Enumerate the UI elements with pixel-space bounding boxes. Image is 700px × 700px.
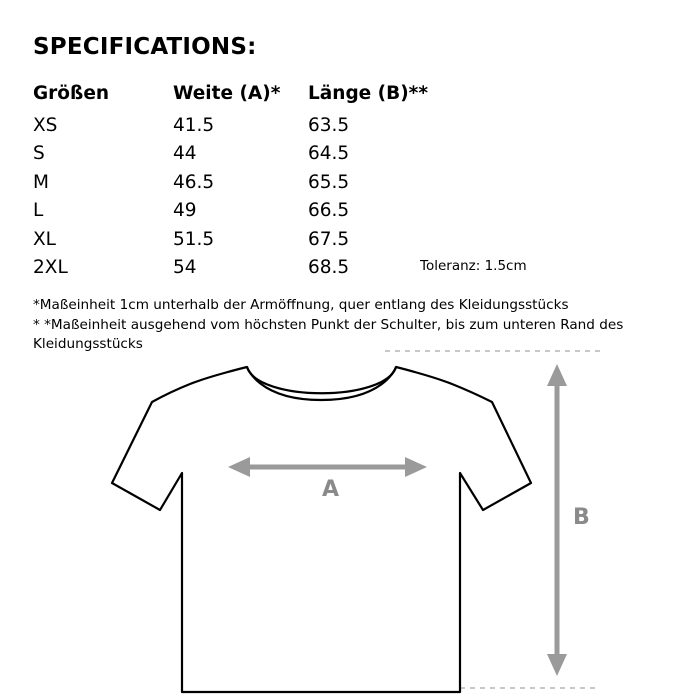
cell-size: M [33, 171, 49, 193]
length-arrow-head-bottom [547, 654, 567, 676]
table-row [33, 202, 448, 231]
length-arrow-head-top [547, 364, 567, 386]
table-row [33, 174, 448, 203]
cell-length: 67.5 [308, 228, 350, 250]
footnote-width: *Maßeinheit 1cm unterhalb der Armöffnung, quer entlang des Kleidungsstücks [33, 297, 569, 313]
specifications-table [33, 85, 448, 288]
tolerance-note: Toleranz: 1.5cm [420, 258, 527, 274]
cell-length: 66.5 [308, 200, 350, 221]
measurement-label-b: B [573, 505, 590, 530]
cell-size: S [33, 143, 45, 164]
page-title: SPECIFICATIONS: [33, 34, 257, 60]
cell-size: XL [33, 228, 56, 250]
column-header-width: Weite (A)* [173, 83, 281, 104]
table-row [33, 117, 448, 146]
cell-width: 44 [173, 143, 197, 164]
footnote-length: * *Maßeinheit ausgehend vom höchsten Punkt der Schulter, bis zum unteren Rand des Kleidungsstücks [33, 316, 628, 353]
cell-size: XS [33, 114, 58, 136]
cell-length: 64.5 [308, 143, 350, 164]
table-header-row [33, 85, 448, 117]
cell-width: 41.5 [173, 114, 215, 136]
cell-width: 46.5 [173, 171, 215, 193]
column-header-length: Länge (B)** [308, 83, 429, 104]
measurement-label-a: A [322, 477, 340, 502]
cell-width: 54 [173, 257, 197, 278]
table-row [33, 259, 448, 288]
tshirt-diagram [0, 340, 700, 700]
cell-size: 2XL [33, 257, 68, 278]
cell-size: L [33, 200, 44, 221]
cell-length: 63.5 [308, 114, 350, 136]
cell-width: 51.5 [173, 228, 215, 250]
cell-length: 65.5 [308, 171, 350, 193]
table-row [33, 145, 448, 174]
table-row [33, 231, 448, 260]
tshirt-outline [112, 367, 531, 692]
cell-length: 68.5 [308, 257, 350, 278]
cell-width: 49 [173, 200, 197, 221]
column-header-size: Größen [33, 83, 110, 104]
